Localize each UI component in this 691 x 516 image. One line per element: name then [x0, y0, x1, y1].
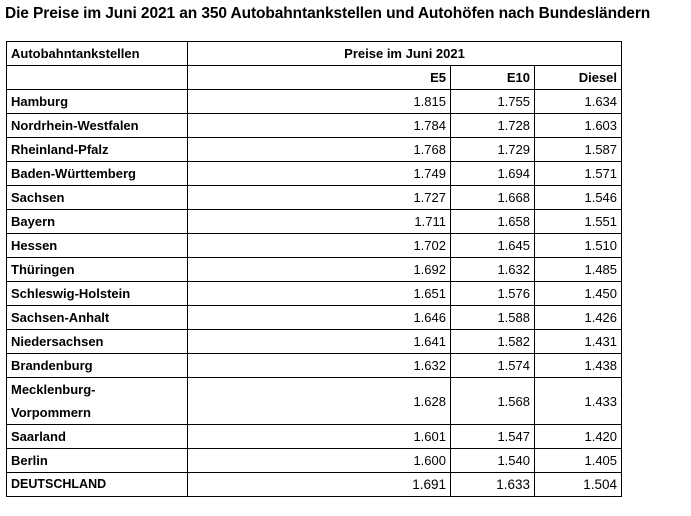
diesel-price-cell: 1.438	[535, 354, 622, 378]
table-row	[7, 425, 622, 449]
region-name-line-2: Vorpommern	[11, 405, 91, 420]
table-row	[7, 114, 622, 138]
e5-price-cell: 1.702	[188, 234, 451, 258]
region-cell: Berlin	[7, 449, 188, 473]
table-row	[7, 210, 622, 234]
e10-price-cell: 1.568	[451, 378, 535, 425]
region-cell	[7, 378, 188, 425]
e5-price-cell: 1.711	[188, 210, 451, 234]
e10-price-cell: 1.755	[451, 90, 535, 114]
table-row	[7, 138, 622, 162]
e5-price-cell: 1.815	[188, 90, 451, 114]
total-region-cell: DEUTSCHLAND	[7, 473, 188, 497]
e5-price-cell: 1.601	[188, 425, 451, 449]
total-row	[7, 473, 622, 497]
e10-price-cell: 1.694	[451, 162, 535, 186]
region-cell: Schleswig-Holstein	[7, 282, 188, 306]
region-cell: Sachsen	[7, 186, 188, 210]
diesel-price-cell: 1.634	[535, 90, 622, 114]
table-row	[7, 186, 622, 210]
diesel-price-cell: 1.450	[535, 282, 622, 306]
e5-column-header: E5	[188, 66, 451, 90]
e10-price-cell: 1.582	[451, 330, 535, 354]
e5-price-cell: 1.768	[188, 138, 451, 162]
region-cell: Thüringen	[7, 258, 188, 282]
table-header-row	[7, 42, 622, 66]
diesel-price-cell: 1.587	[535, 138, 622, 162]
table-row	[7, 449, 622, 473]
diesel-price-cell: 1.546	[535, 186, 622, 210]
region-cell: Brandenburg	[7, 354, 188, 378]
e5-price-cell: 1.632	[188, 354, 451, 378]
region-column-header: Autobahntankstellen	[7, 42, 188, 66]
region-cell: Baden-Württemberg	[7, 162, 188, 186]
diesel-price-cell: 1.485	[535, 258, 622, 282]
region-cell: Hessen	[7, 234, 188, 258]
diesel-price-cell: 1.551	[535, 210, 622, 234]
e10-price-cell: 1.540	[451, 449, 535, 473]
e5-price-cell: 1.727	[188, 186, 451, 210]
page-title: Die Preise im Juni 2021 an 350 Autobahntankstellen und Autohöfen nach Bundesländern	[5, 5, 651, 22]
diesel-price-cell: 1.603	[535, 114, 622, 138]
e10-price-cell: 1.729	[451, 138, 535, 162]
diesel-price-cell: 1.571	[535, 162, 622, 186]
diesel-price-cell: 1.426	[535, 306, 622, 330]
diesel-price-cell: 1.405	[535, 449, 622, 473]
table-row	[7, 162, 622, 186]
e10-price-cell: 1.728	[451, 114, 535, 138]
region-cell: Sachsen-Anhalt	[7, 306, 188, 330]
table-row	[7, 306, 622, 330]
region-cell: Saarland	[7, 425, 188, 449]
total-e10-cell: 1.633	[451, 473, 535, 497]
e5-price-cell: 1.646	[188, 306, 451, 330]
e5-price-cell: 1.784	[188, 114, 451, 138]
table-row	[7, 378, 622, 425]
e10-price-cell: 1.658	[451, 210, 535, 234]
table-row	[7, 354, 622, 378]
region-cell: Nordrhein-Westfalen	[7, 114, 188, 138]
e5-price-cell: 1.692	[188, 258, 451, 282]
e5-price-cell: 1.749	[188, 162, 451, 186]
e10-price-cell: 1.576	[451, 282, 535, 306]
price-table	[6, 41, 622, 497]
e5-price-cell: 1.641	[188, 330, 451, 354]
empty-header-cell	[7, 66, 188, 90]
e10-price-cell: 1.668	[451, 186, 535, 210]
fuel-type-header-row	[7, 66, 622, 90]
e10-price-cell: 1.645	[451, 234, 535, 258]
table-row	[7, 234, 622, 258]
region-cell: Rheinland-Pfalz	[7, 138, 188, 162]
e10-price-cell: 1.632	[451, 258, 535, 282]
region-cell: Niedersachsen	[7, 330, 188, 354]
table-row	[7, 330, 622, 354]
table-row	[7, 282, 622, 306]
price-group-header: Preise im Juni 2021	[188, 42, 622, 66]
e5-price-cell: 1.600	[188, 449, 451, 473]
total-e5-cell: 1.691	[188, 473, 451, 497]
table-row	[7, 258, 622, 282]
e10-column-header: E10	[451, 66, 535, 90]
diesel-price-cell: 1.431	[535, 330, 622, 354]
e5-price-cell: 1.628	[188, 378, 451, 425]
diesel-price-cell: 1.510	[535, 234, 622, 258]
region-cell: Bayern	[7, 210, 188, 234]
region-cell: Hamburg	[7, 90, 188, 114]
diesel-price-cell: 1.420	[535, 425, 622, 449]
table-row	[7, 90, 622, 114]
e10-price-cell: 1.588	[451, 306, 535, 330]
diesel-column-header: Diesel	[535, 66, 622, 90]
e5-price-cell: 1.651	[188, 282, 451, 306]
e10-price-cell: 1.547	[451, 425, 535, 449]
region-name-line-1: Mecklenburg-	[11, 382, 96, 397]
e10-price-cell: 1.574	[451, 354, 535, 378]
diesel-price-cell: 1.433	[535, 378, 622, 425]
total-diesel-cell: 1.504	[535, 473, 622, 497]
